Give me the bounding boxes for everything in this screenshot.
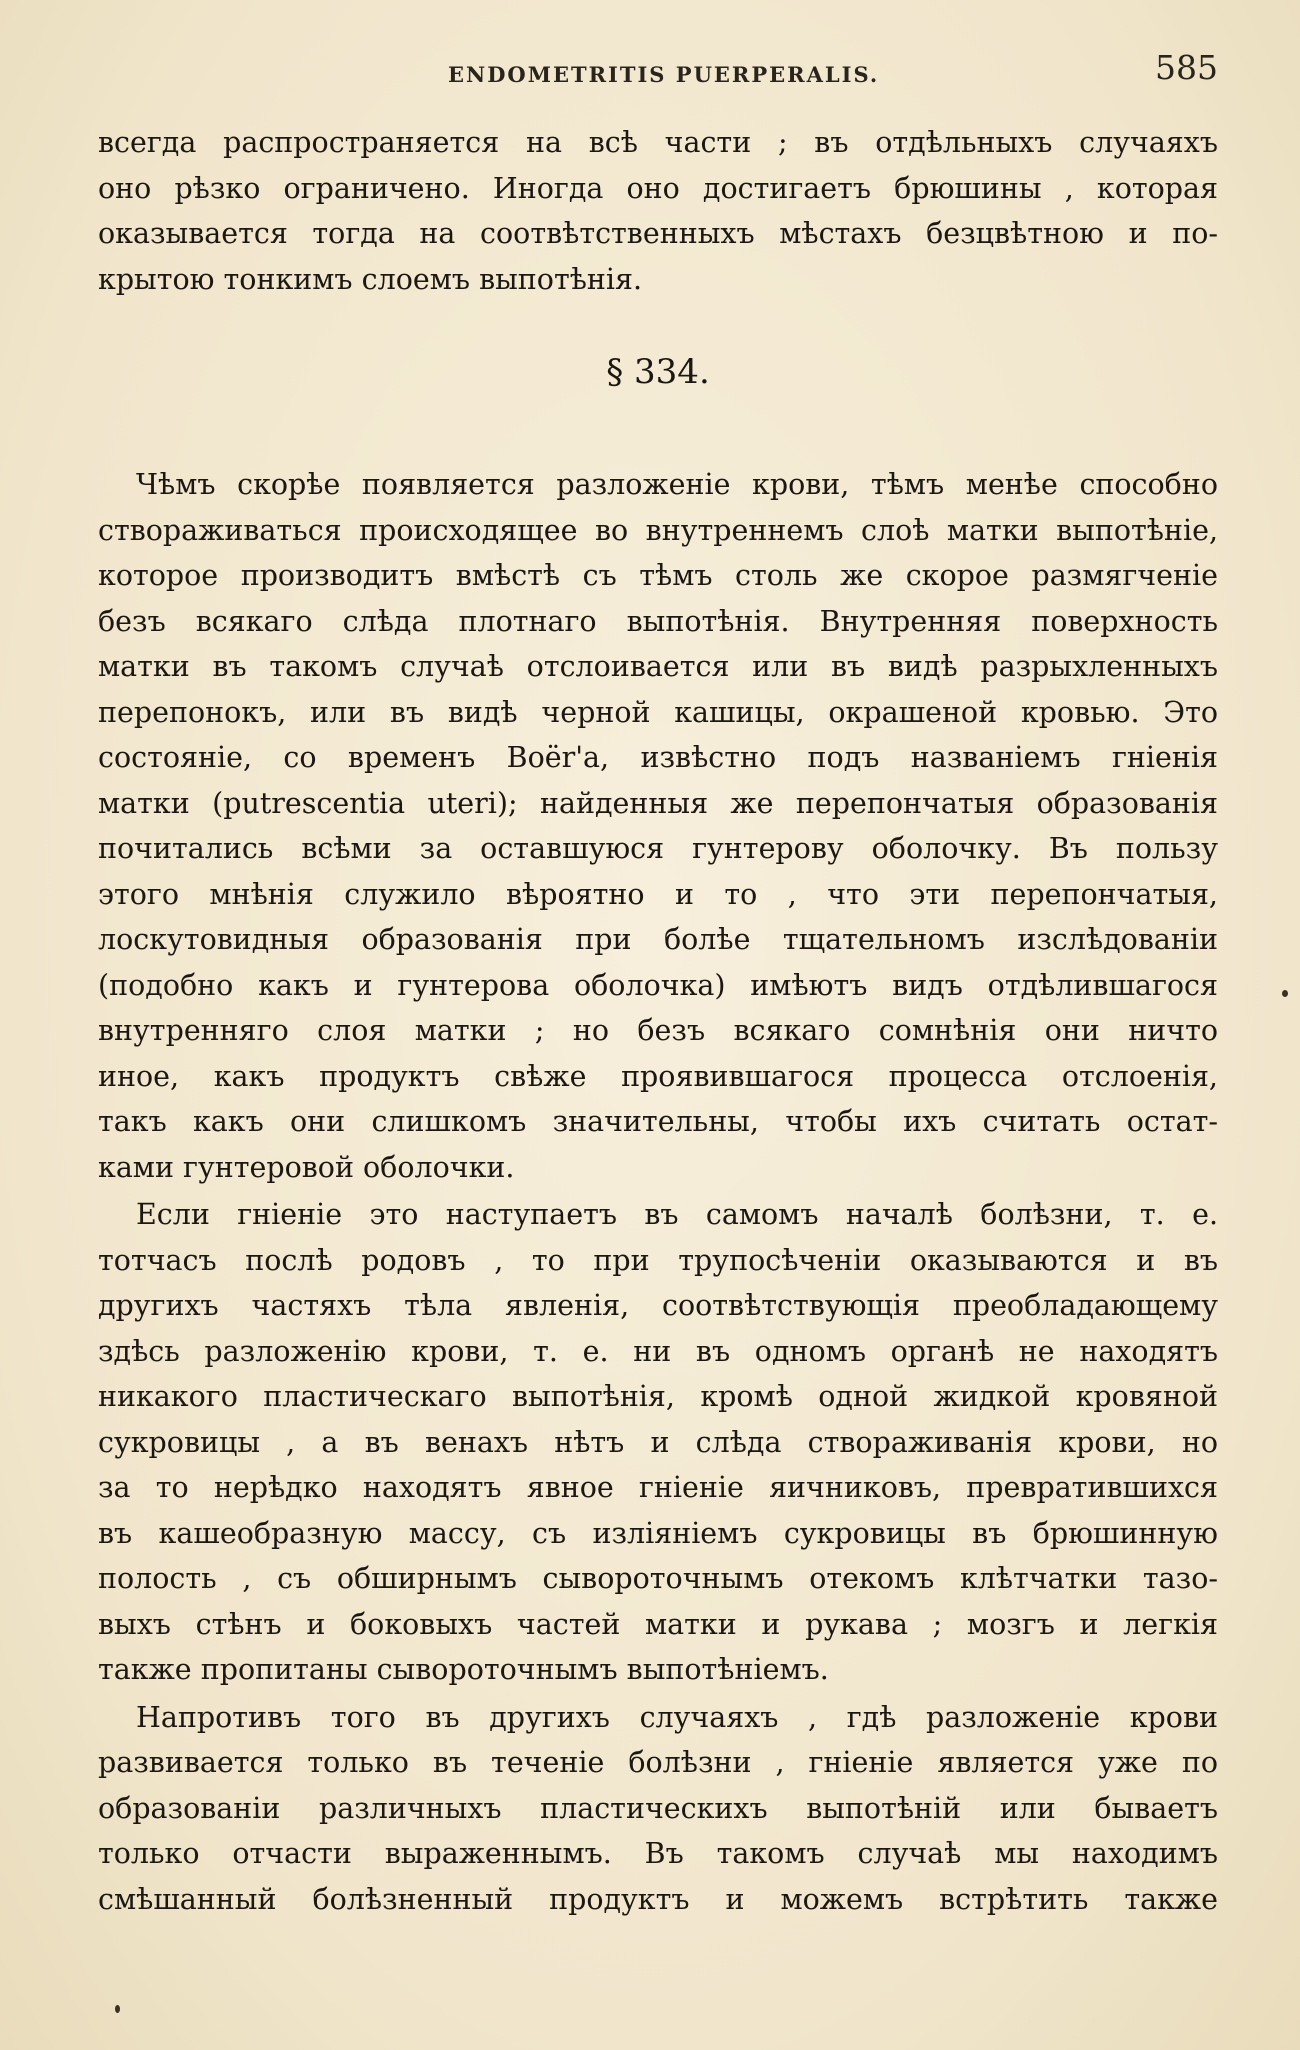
text-line: сукровицы , а въ венахъ нѣтъ и слѣда створаживанія крови, но xyxy=(98,1425,1218,1459)
paragraph xyxy=(98,462,1218,1190)
text-line: Если гніеніе это наступаетъ въ самомъ началѣ болѣзни, т. е. xyxy=(136,1198,1218,1231)
text-line: въ кашеобразную массу, съ изліяніемъ сукровицы въ брюшинную xyxy=(98,1516,1218,1550)
text-line: образованіи различныхъ пластическихъ выпотѣній или бываетъ xyxy=(98,1791,1218,1825)
text-line: (подобно какъ и гунтерова оболочка) имѣютъ видъ отдѣлившагося xyxy=(98,968,1218,1002)
text-line: внутренняго слоя матки ; но безъ всякаго сомнѣнія они ничто xyxy=(98,1014,1218,1047)
text-line: развивается только въ теченіе болѣзни , гніеніе является уже по xyxy=(98,1746,1218,1779)
text-line: смѣшанный болѣзненный продуктъ и можемъ встрѣтить также xyxy=(98,1882,1218,1916)
page-header xyxy=(98,48,1218,98)
text-line: оказывается тогда на соотвѣтственныхъ мѣстахъ безцвѣтною и по- xyxy=(98,217,1218,250)
text-line: Напротивъ того въ другихъ случаяхъ , гдѣ разложеніе крови xyxy=(136,1700,1218,1734)
text-line: полость , съ обширнымъ сывороточнымъ отекомъ клѣтчатки тазо- xyxy=(98,1562,1218,1595)
text-line: безъ всякаго слѣда плотнаго выпотѣнія. Внутренняя поверхность xyxy=(98,604,1218,638)
body-text xyxy=(98,120,1218,1924)
text-line: здѣсь разложенію крови, т. е. ни въ одномъ органѣ не находятъ xyxy=(98,1334,1218,1368)
text-line: матки въ такомъ случаѣ отслоивается или въ видѣ разрыхленныхъ xyxy=(98,650,1218,683)
ink-speck xyxy=(115,2005,120,2013)
text-line: другихъ частяхъ тѣла явленія, соотвѣтствующія преобладающему xyxy=(98,1289,1218,1322)
text-line: ками гунтеровой оболочки. xyxy=(98,1150,515,1184)
ink-speck xyxy=(1282,990,1288,997)
section-heading: § 334. xyxy=(606,352,710,392)
text-line: только отчасти выраженнымъ. Въ такомъ случаѣ мы находимъ xyxy=(98,1837,1218,1870)
text-line: матки (putrescentia uteri); найденныя же перепончатыя образованія xyxy=(98,786,1218,820)
text-line: которое производитъ вмѣстѣ съ тѣмъ столь же скорое размягченіе xyxy=(98,559,1218,592)
text-line: оно рѣзко ограничено. Иногда оно достигаетъ брюшины , которая xyxy=(98,171,1218,205)
text-line: крытою тонкимъ слоемъ выпотѣнія. xyxy=(98,262,643,296)
text-line: также пропитаны сывороточнымъ выпотѣніемъ. xyxy=(98,1653,829,1686)
text-line: почитались всѣми за оставшуюся гунтерову оболочку. Въ пользу xyxy=(98,832,1218,865)
paragraph xyxy=(98,1695,1218,1923)
text-line: лоскутовидныя образованія при болѣе тщательномъ изслѣдованіи xyxy=(98,923,1218,956)
paragraph xyxy=(98,1192,1218,1693)
text-line: створаживаться происходящее во внутреннемъ слоѣ матки выпотѣніе, xyxy=(98,513,1218,547)
page-number: 585 xyxy=(1155,48,1218,87)
text-line: никакого пластическаго выпотѣнія, кромѣ одной жидкой кровяной xyxy=(98,1380,1218,1413)
text-line: иное, какъ продуктъ свѣже проявившагося процесса отслоенія, xyxy=(98,1059,1218,1093)
text-line: состояніе, со временъ Boër'а, извѣстно подъ названіемъ гніенія xyxy=(98,741,1218,774)
text-line: этого мнѣнія служило вѣроятно и то , что эти перепончатыя, xyxy=(98,877,1218,911)
text-line: выхъ стѣнъ и боковыхъ частей матки и рукава ; мозгъ и легкія xyxy=(98,1607,1218,1641)
text-line: перепонокъ, или въ видѣ черной кашицы, окрашеной кровью. Это xyxy=(98,695,1218,729)
text-line: Чѣмъ скорѣе появляется разложеніе крови, тѣмъ менѣе способно xyxy=(136,468,1218,501)
intro-paragraph xyxy=(98,120,1218,302)
text-line: всегда распространяется на всѣ части ; въ отдѣльныхъ случаяхъ xyxy=(98,126,1218,159)
running-title: ENDOMETRITIS PUERPERALIS. xyxy=(448,62,880,87)
text-line: тотчасъ послѣ родовъ , то при трупосѣченіи оказываются и въ xyxy=(98,1243,1218,1277)
text-line: такъ какъ они слишкомъ значительны, чтобы ихъ считать остат- xyxy=(98,1105,1218,1138)
text-line: за то нерѣдко находятъ явное гніеніе яичниковъ, превратившихся xyxy=(98,1471,1218,1504)
